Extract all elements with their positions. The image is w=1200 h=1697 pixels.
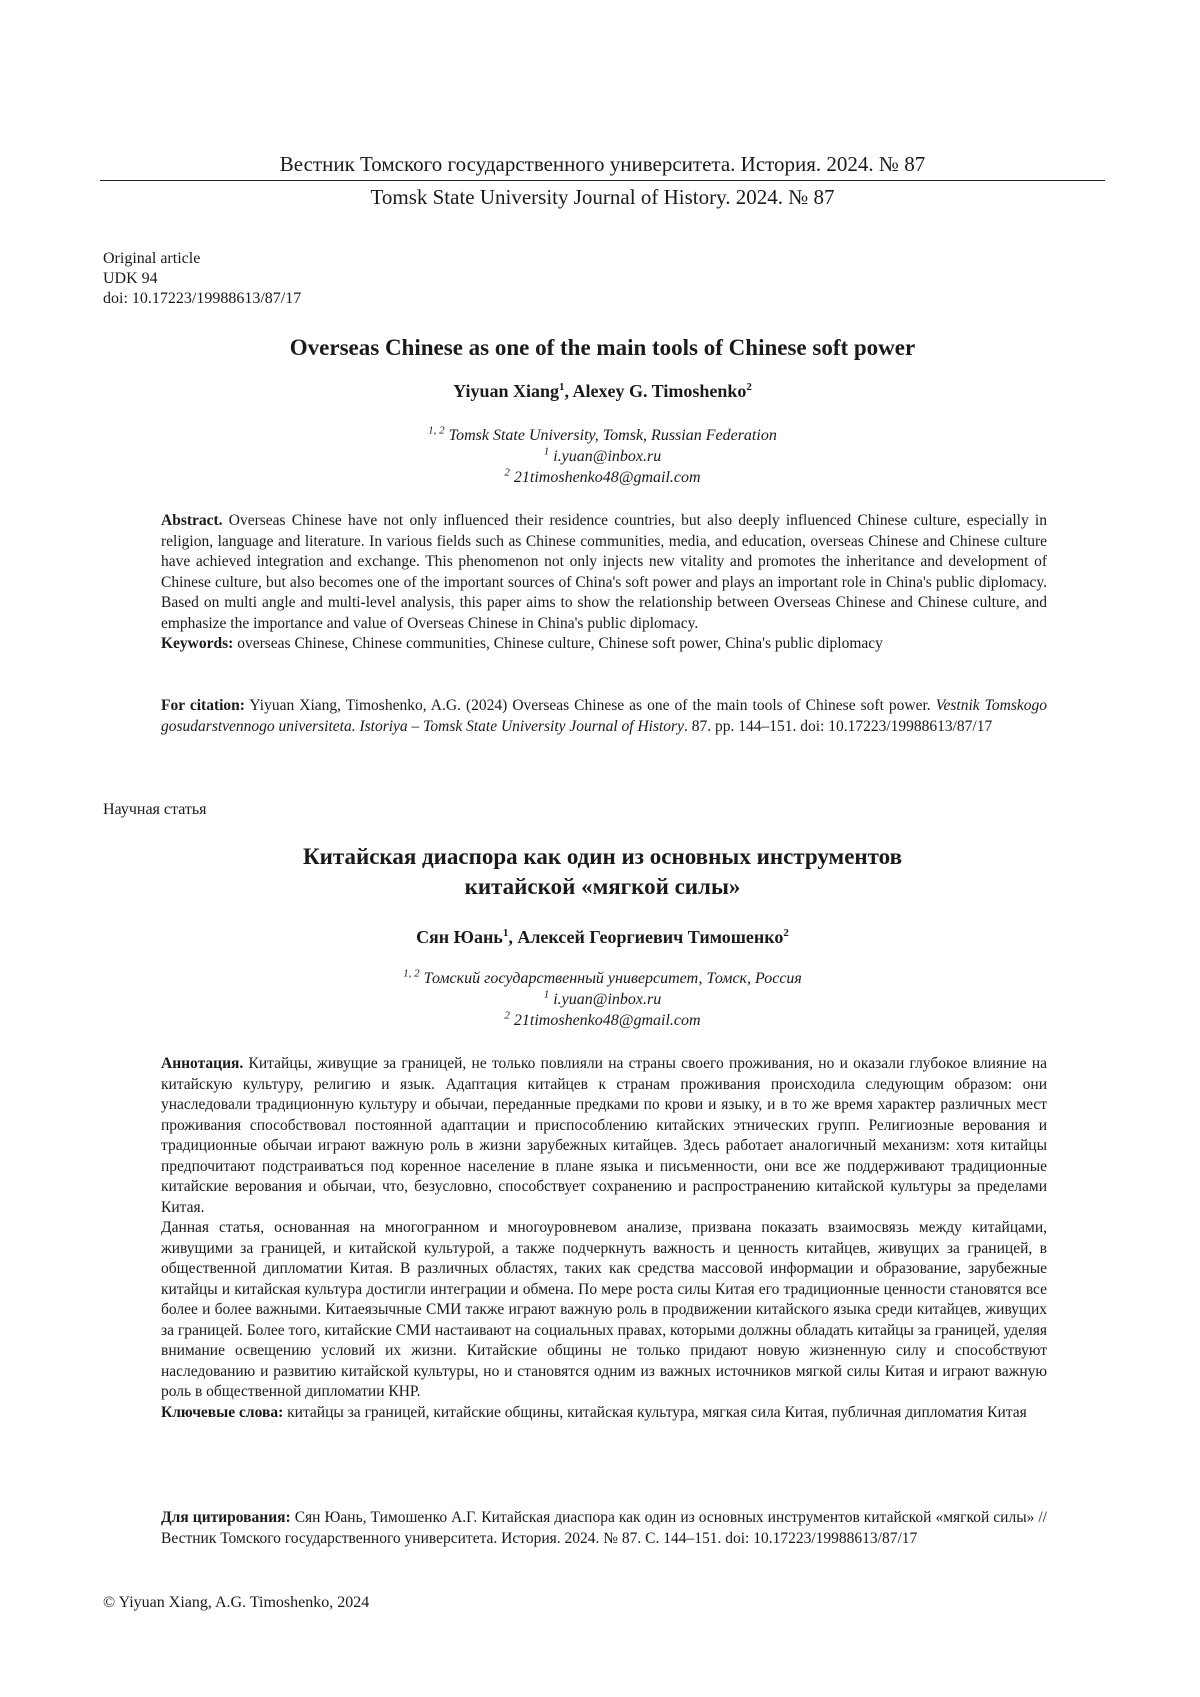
author-name: Yiyuan Xiang: [453, 381, 559, 401]
email-sup: 1: [543, 988, 550, 1001]
citation-en: [161, 696, 1047, 737]
authors-ru: [100, 925, 1105, 949]
journal-title-ru: Вестник Томского государственного университета. История. 2024. № 87: [100, 150, 1105, 181]
author-sup: 1: [559, 381, 565, 393]
affiliation-line: [100, 425, 1105, 446]
citation-label: For citation:: [161, 697, 245, 714]
article-title-en: Overseas Chinese as one of the main tools of Chinese soft power: [289, 335, 916, 360]
citation-text: Сян Юань, Тимошенко А.Г. Китайская диаспора как один из основных инструментов китайской «мягкой силы» // Вестник Томского государственного университета. История. 2024. № 87. С. 144–151. doi: 10.17223/19988613/87/17: [161, 1509, 1047, 1547]
abstract-text: Overseas Chinese have not only influenced their residence countries, but also deeply influenced Chinese culture, especially in religion, language and literature. In various fields such as Chinese communities, media, and education, overseas Chinese and Chinese culture have achieved integration and exchange. This phenomenon not only injects new vitality and promotes the inheritance and development of Chinese culture, but also becomes one of the important sources of China's soft power and plays an important role in China's public diplomacy. Based on multi angle and multi-level analysis, this paper aims to show the relationship between Overseas Chinese and Chinese culture, and emphasize the importance and value of Overseas Chinese in China's public diplomacy.: [161, 512, 1047, 632]
abstract-ru: [161, 1054, 1047, 1423]
article-type-ru: Научная статья: [103, 801, 207, 818]
keywords-paragraph: [161, 634, 1047, 655]
title-line: Китайская диаспора как один из основных инструментов: [302, 844, 903, 869]
citation-text: . 87. pp. 144–151. doi: 10.17223/19988613/87/17: [683, 717, 993, 735]
email-sup: 2: [504, 1009, 510, 1022]
email-line: [100, 467, 1105, 488]
affiliation-sup: 1, 2: [403, 967, 420, 980]
author-name: Сян Юань: [416, 927, 503, 947]
abstract-label: Abstract.: [161, 512, 223, 529]
journal-title-en: Tomsk State University Journal of History. 2024. № 87: [370, 185, 835, 209]
email-text: i.yuan@inbox.ru: [553, 448, 662, 465]
citation-journal: Vestnik Tomskogo gosudarstvennogo universiteta. Istoriya – Tomsk State University Journal of History: [161, 697, 1047, 735]
keywords-text: китайцы за границей, китайские общины, китайская культура, мягкая сила Китая, публичная дипломатия Китая: [283, 1403, 1027, 1421]
citation-paragraph: [161, 696, 1047, 737]
article-title-ru: [100, 842, 1105, 902]
affiliations-ru: [100, 968, 1105, 1031]
citation-paragraph: [161, 1508, 1047, 1549]
author-sup: 2: [746, 381, 752, 393]
affiliation-text: Томский государственный университет, Томск, Россия: [423, 970, 802, 987]
article-type-en: Original article: [103, 250, 201, 267]
keywords-text: overseas Chinese, Chinese communities, Chinese culture, Chinese soft power, China's public diplomacy: [233, 635, 883, 652]
email-line: [100, 989, 1105, 1010]
email-line: [100, 1010, 1105, 1031]
journal-header: [100, 150, 1105, 211]
abstract-paragraph: Данная статья, основанная на многогранном и многоуровневом анализе, призвана показать взаимосвязь между китайцами, живущими за границей, и китайской культурой, а также подчеркнуть важность и ценность китайцев, живущих за границей, в общественной дипломатии Китая. В различных областях, таких как средства массовой информации и образование, зарубежные китайцы и китайская культура достигли интеграции и обмена. По мере роста силы Китая его традиционные ценности становятся все более и более важными. Китаеязычные СМИ также играют важную роль в продвижении китайского языка среди китайцев, живущих за границей. Более того, китайские СМИ настаивают на социальных правах, которыми должны обладать китайцы за границей, уделяя внимание освещению условий их жизни. Китайские общины не только придают новую жизненную силу и способствуют наследованию и развитию китайской культуры, но и становятся одним из важных источников мягкой силы Китая и играют важную роль в общественной дипломатии КНР.: [161, 1219, 1047, 1400]
author-sup: 1: [502, 927, 509, 939]
email-line: [100, 446, 1105, 467]
author-sup: 2: [783, 927, 789, 939]
email-sup: 1: [543, 445, 550, 458]
email-text: 21timoshenko48@gmail.com: [513, 469, 701, 486]
affiliation-sup: 1, 2: [428, 424, 445, 437]
abstract-label: Аннотация.: [161, 1055, 244, 1072]
title-line: китайской «мягкой силы»: [464, 874, 741, 899]
abstract-en: [161, 511, 1047, 655]
author-name: Alexey G. Timoshenko: [572, 381, 747, 401]
abstract-paragraph: [161, 1054, 1047, 1218]
author-separator: ,: [564, 381, 573, 401]
email-text: i.yuan@inbox.ru: [553, 991, 662, 1008]
affiliations-en: [100, 425, 1105, 488]
citation-ru: [161, 1508, 1047, 1549]
keywords-label: Ключевые слова:: [161, 1403, 284, 1421]
author-separator: ,: [508, 927, 518, 947]
authors-en: [100, 379, 1105, 403]
affiliation-text: Tomsk State University, Tomsk, Russian Federation: [448, 427, 777, 444]
citation-label: Для цитирования:: [161, 1509, 291, 1526]
article-meta-en: [103, 249, 301, 309]
copyright-notice: © Yiyuan Xiang, A.G. Timoshenko, 2024: [103, 1594, 370, 1611]
affiliation-line: [100, 968, 1105, 989]
keywords-paragraph: [161, 1403, 1047, 1424]
email-sup: 2: [504, 466, 510, 479]
keywords-label: Keywords:: [161, 635, 234, 652]
email-text: 21timoshenko48@gmail.com: [513, 1012, 701, 1029]
author-name: Алексей Георгиевич Тимошенко: [517, 927, 784, 947]
doi: doi: 10.17223/19988613/87/17: [103, 290, 302, 307]
abstract-paragraph: [161, 511, 1047, 634]
abstract-text: Китайцы, живущие за границей, не только повлияли на страны своего проживания, но и оказали глубокое влияние на китайскую культуру, религию и язык. Адаптация китайцев к странам проживания происходила следующим образом: они унаследовали традиционную культуру и обычаи, переданные предками по крови и языку, и в то же время характер различных мест проживания способствовал постоянной адаптации и приспособлению китайских этнических групп. Религиозные верования и традиционные обычаи играют важную роль в жизни зарубежных китайцев. Здесь работает аналогичный механизм: хотя китайцы предпочитают подстраиваться под коренное население в плане языка и письменности, они все же поддерживают традиционные китайские верования и обычаи, что, безусловно, способствует сохранению и распространению китайской культуры за пределами Китая.: [161, 1055, 1047, 1216]
citation-text: Yiyuan Xiang, Timoshenko, A.G. (2024) Overseas Chinese as one of the main tools of Chinese soft power.: [244, 697, 936, 714]
udk: UDK 94: [103, 270, 158, 287]
